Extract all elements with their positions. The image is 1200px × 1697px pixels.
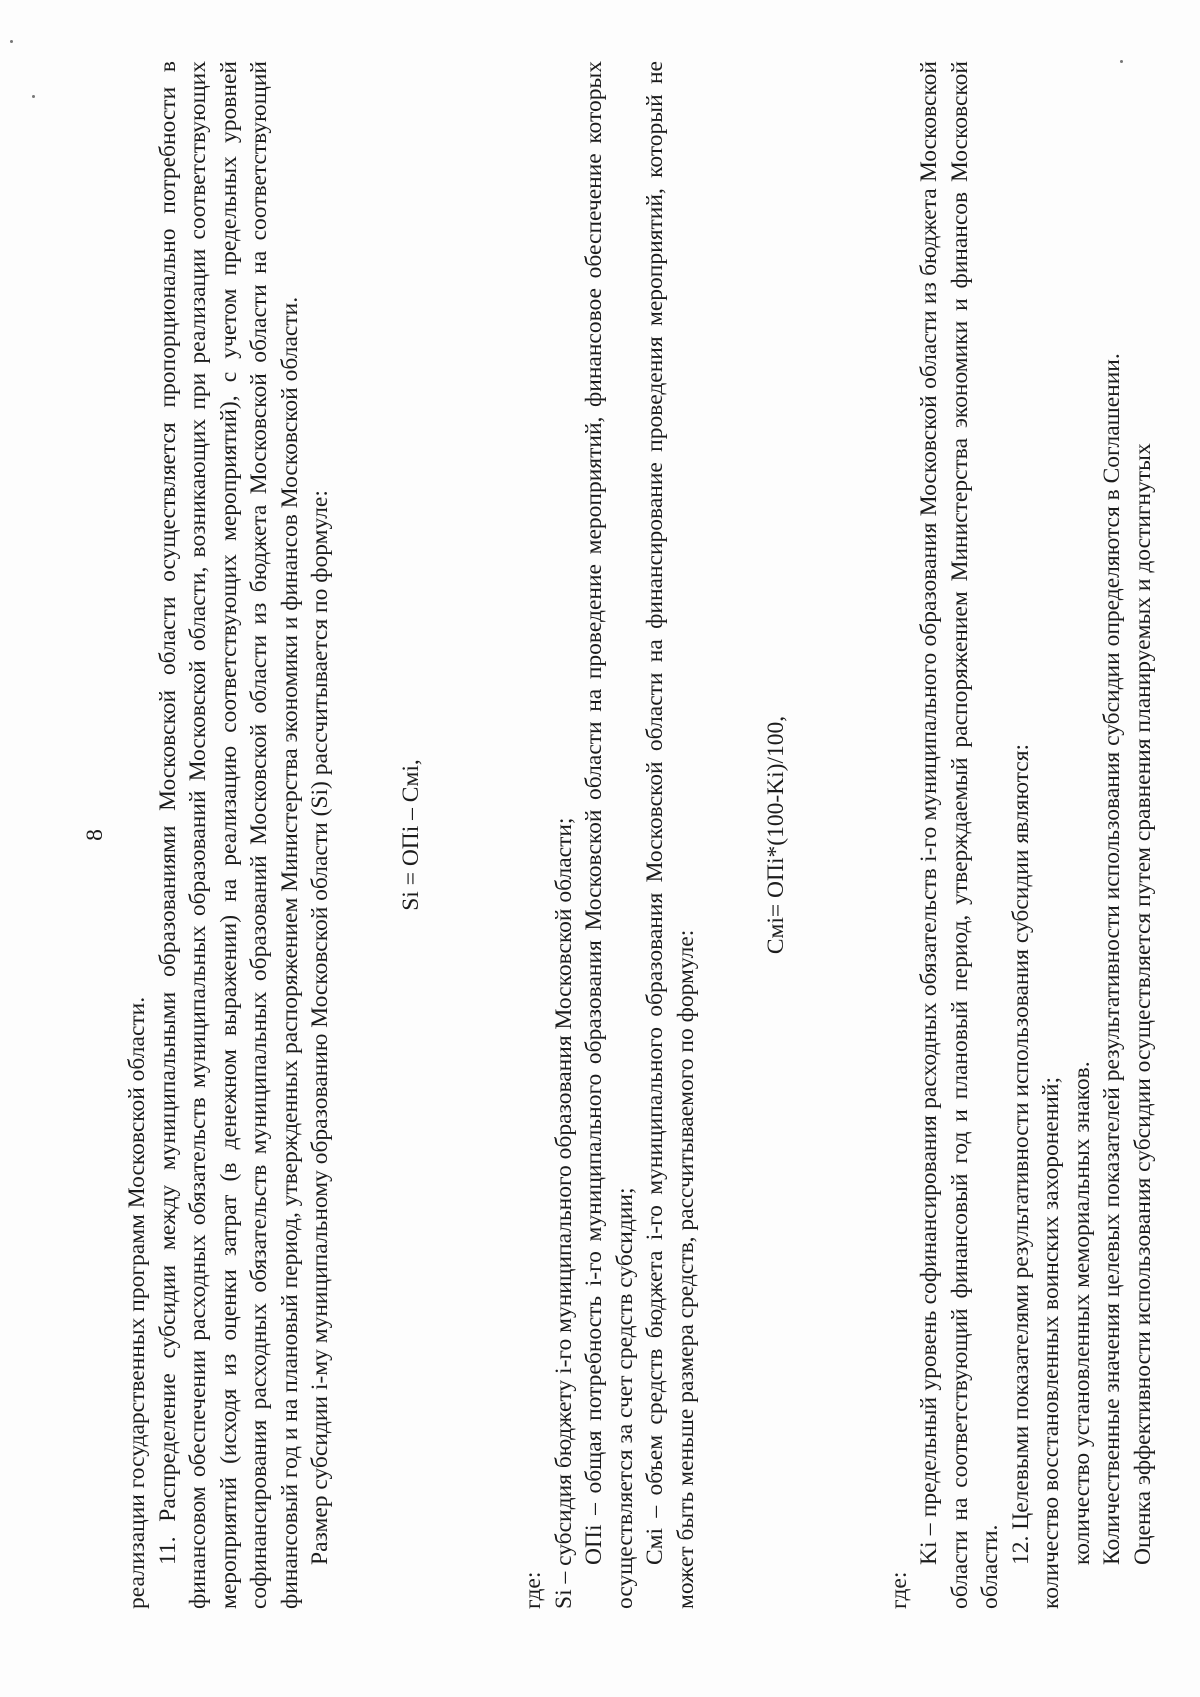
paragraph-12: 12. Целевыми показателями результативности использования субсидии являются: <box>1007 743 1034 1565</box>
where-label-1: где: <box>520 1571 546 1609</box>
definition-si: Si – субсидия бюджету i-го муниципального образования Московской области; <box>550 817 577 1609</box>
definition-cmi: Смi – объем средств бюджета i-го муниципального образования Московской области на финансирование проведения мероприятий, который не может быть меньше размера средств, рассчитываемого по формуле: <box>642 61 699 1609</box>
document-body <box>82 61 1158 1609</box>
paragraph-subsidy-size: Размер субсидии i-му муниципальному образованию Московской области (Si) рассчитывается по формуле: <box>307 490 333 1565</box>
paragraph-efficiency: Оценка эффективности использования субсидии осуществляется путем сравнения планируемых и достигнутых <box>1129 443 1156 1565</box>
indicator-graves: количество восстановленных воинских захоронений; <box>1038 1077 1064 1609</box>
definition-opi: ОПi – общая потребность i-го муниципального образования Московской области на проведение мероприятий, финансовое обеспечение которых осуществляется за счет средств субсидии; <box>581 61 638 1609</box>
indicator-memorial-signs: количество установленных мемориальных знаков. <box>1068 1061 1095 1565</box>
definition-ki: Ki – предельный уровень софинансирования расходных обязательств i-го муниципального образования Московской области из бюджета Московской области на соответствующий финансовый год и плановый период, утверждаемый распоряжением Министерства экономики и финансов Московской области. <box>916 61 1003 1609</box>
paragraph-intro-line: реализации государственных программ Московской области. <box>124 996 150 1609</box>
formula-si: Si = ОПi – Смi, <box>397 759 424 911</box>
paragraph-11: 11. Распределение субсидии между муниципальными образованиями Московской области осуществляется пропорционально потребности в финансовом обеспечении расходных обязательств муниципальных образований Московской области, возникающих при реализации соответствующих мероприятий (исходя из оценки затрат (в денежном выражении) на реализацию соответствующих мероприятий), с учетом предельных уровней софинансирования расходных обязательств муниципальных образований Московской области из бюджета Московской области на соответствующий финансовый год и на плановый период, утвержденных распоряжением Министерства экономики и финансов Московской области. <box>154 61 303 1609</box>
paragraph-indicator-values: Количественные значения целевых показателей результативности использования субсидии определяются в Соглашении. <box>1099 353 1125 1565</box>
page-number: 8 <box>82 829 108 841</box>
where-label-2: где: <box>885 1571 912 1609</box>
formula-cmi: Смi= ОПi*(100-Ki)/100, <box>763 715 789 955</box>
